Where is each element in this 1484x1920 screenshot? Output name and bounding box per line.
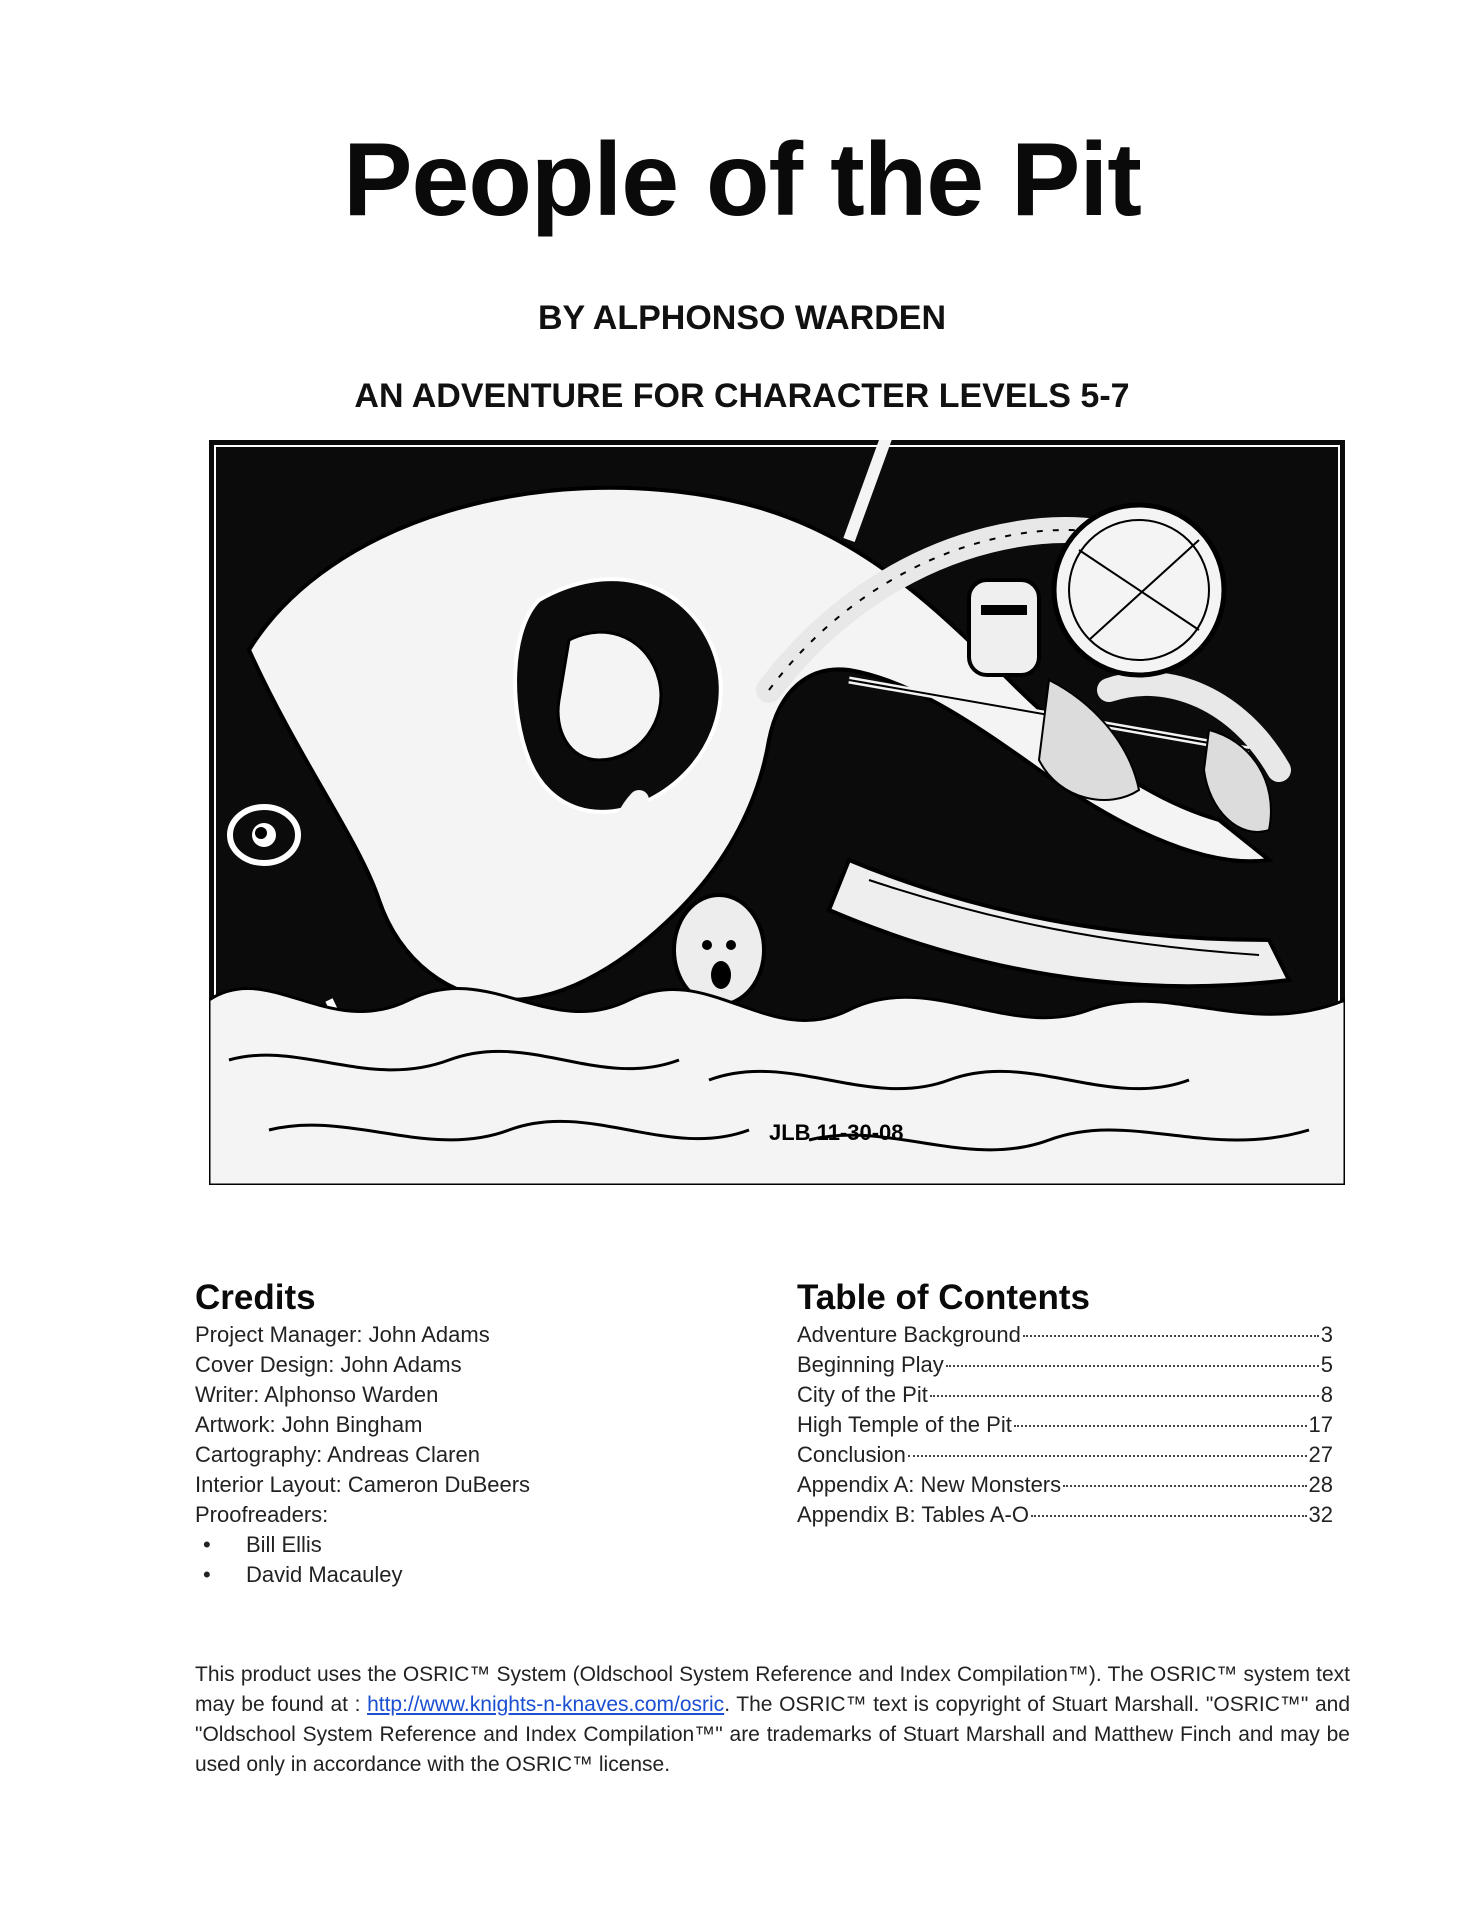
adventure-levels: AN ADVENTURE FOR CHARACTER LEVELS 5-7 [354, 377, 1130, 415]
toc-entry-title: Adventure Background [797, 1322, 1021, 1347]
toc-entry-page: 5 [1320, 1352, 1333, 1377]
proofreader-name: Bill Ellis [246, 1532, 322, 1557]
toc-leader-dots [1031, 1515, 1307, 1517]
credit-line: Cover Design: John Adams [195, 1352, 462, 1377]
toc-entry[interactable] [797, 1350, 1333, 1380]
page-title: People of the Pit [343, 122, 1141, 238]
toc-leader-dots [930, 1395, 1319, 1397]
bullet-icon: • [203, 1562, 211, 1587]
toc-entry-title: Beginning Play [797, 1352, 944, 1377]
toc-entry-title: High Temple of the Pit [797, 1412, 1012, 1437]
author-byline: BY ALPHONSO WARDEN [537, 299, 947, 337]
osric-link[interactable]: http://www.knights-n-knaves.com/osric [367, 1693, 725, 1716]
toc-entry-page: 28 [1308, 1472, 1333, 1497]
license-text-part2: . The OSRIC™ text is copyright of Stuart Marshall. "OSRIC™" and "Oldschool System Reference and Index Compilation™" are trademarks of Stuart Marshall and Matthew Finch and may be used only in accordance with the OSRIC™ license. [195, 1693, 1350, 1776]
artist-signature: JLB 11-30-08 [769, 1120, 904, 1145]
toc-leader-dots [1063, 1485, 1306, 1487]
license-notice [195, 1660, 1350, 1780]
toc-entry-title: Conclusion [797, 1442, 906, 1467]
toc-leader-dots [1014, 1425, 1307, 1427]
toc-leader-dots [946, 1365, 1319, 1367]
toc-heading: Table of Contents [797, 1278, 1090, 1317]
toc-leader-dots [908, 1455, 1307, 1457]
toc-entry[interactable] [797, 1320, 1333, 1350]
credit-line: Project Manager: John Adams [195, 1322, 490, 1347]
credit-line: Interior Layout: Cameron DuBeers [195, 1472, 531, 1497]
toc-entry[interactable] [797, 1440, 1333, 1470]
credit-line: Writer: Alphonso Warden [195, 1382, 439, 1407]
toc-entry-page: 8 [1320, 1382, 1333, 1407]
toc-entry-page: 17 [1308, 1412, 1333, 1437]
toc-entry-page: 32 [1308, 1502, 1333, 1527]
proofreader-item [195, 1530, 715, 1560]
toc-entry[interactable] [797, 1410, 1333, 1440]
table-of-contents [797, 1320, 1333, 1530]
toc-entry[interactable] [797, 1380, 1333, 1410]
credits-heading: Credits [195, 1278, 316, 1317]
toc-entry[interactable] [797, 1500, 1333, 1530]
credit-line: Artwork: John Bingham [195, 1412, 423, 1437]
credit-line: Cartography: Andreas Claren [195, 1442, 480, 1467]
toc-entry-title: City of the Pit [797, 1382, 928, 1407]
toc-entry-title: Appendix A: New Monsters [797, 1472, 1062, 1497]
sea-serpent-illustration [209, 440, 1345, 1185]
toc-entry-page: 3 [1320, 1322, 1333, 1347]
proofreader-item [195, 1560, 715, 1590]
toc-entry-title: Appendix B: Tables A-O [797, 1502, 1029, 1527]
toc-leader-dots [1023, 1335, 1319, 1337]
proofreader-name: David Macauley [246, 1562, 403, 1587]
credit-line: Proofreaders: [195, 1502, 329, 1527]
credits-list [195, 1320, 715, 1590]
bullet-icon: • [203, 1532, 211, 1557]
license-text-part1: This product uses the OSRIC™ System (Oldschool System Reference and Index Compilation™). The OSRIC™ system text may be found at : [195, 1663, 1350, 1716]
toc-entry-page: 27 [1308, 1442, 1333, 1467]
toc-entry[interactable] [797, 1470, 1333, 1500]
